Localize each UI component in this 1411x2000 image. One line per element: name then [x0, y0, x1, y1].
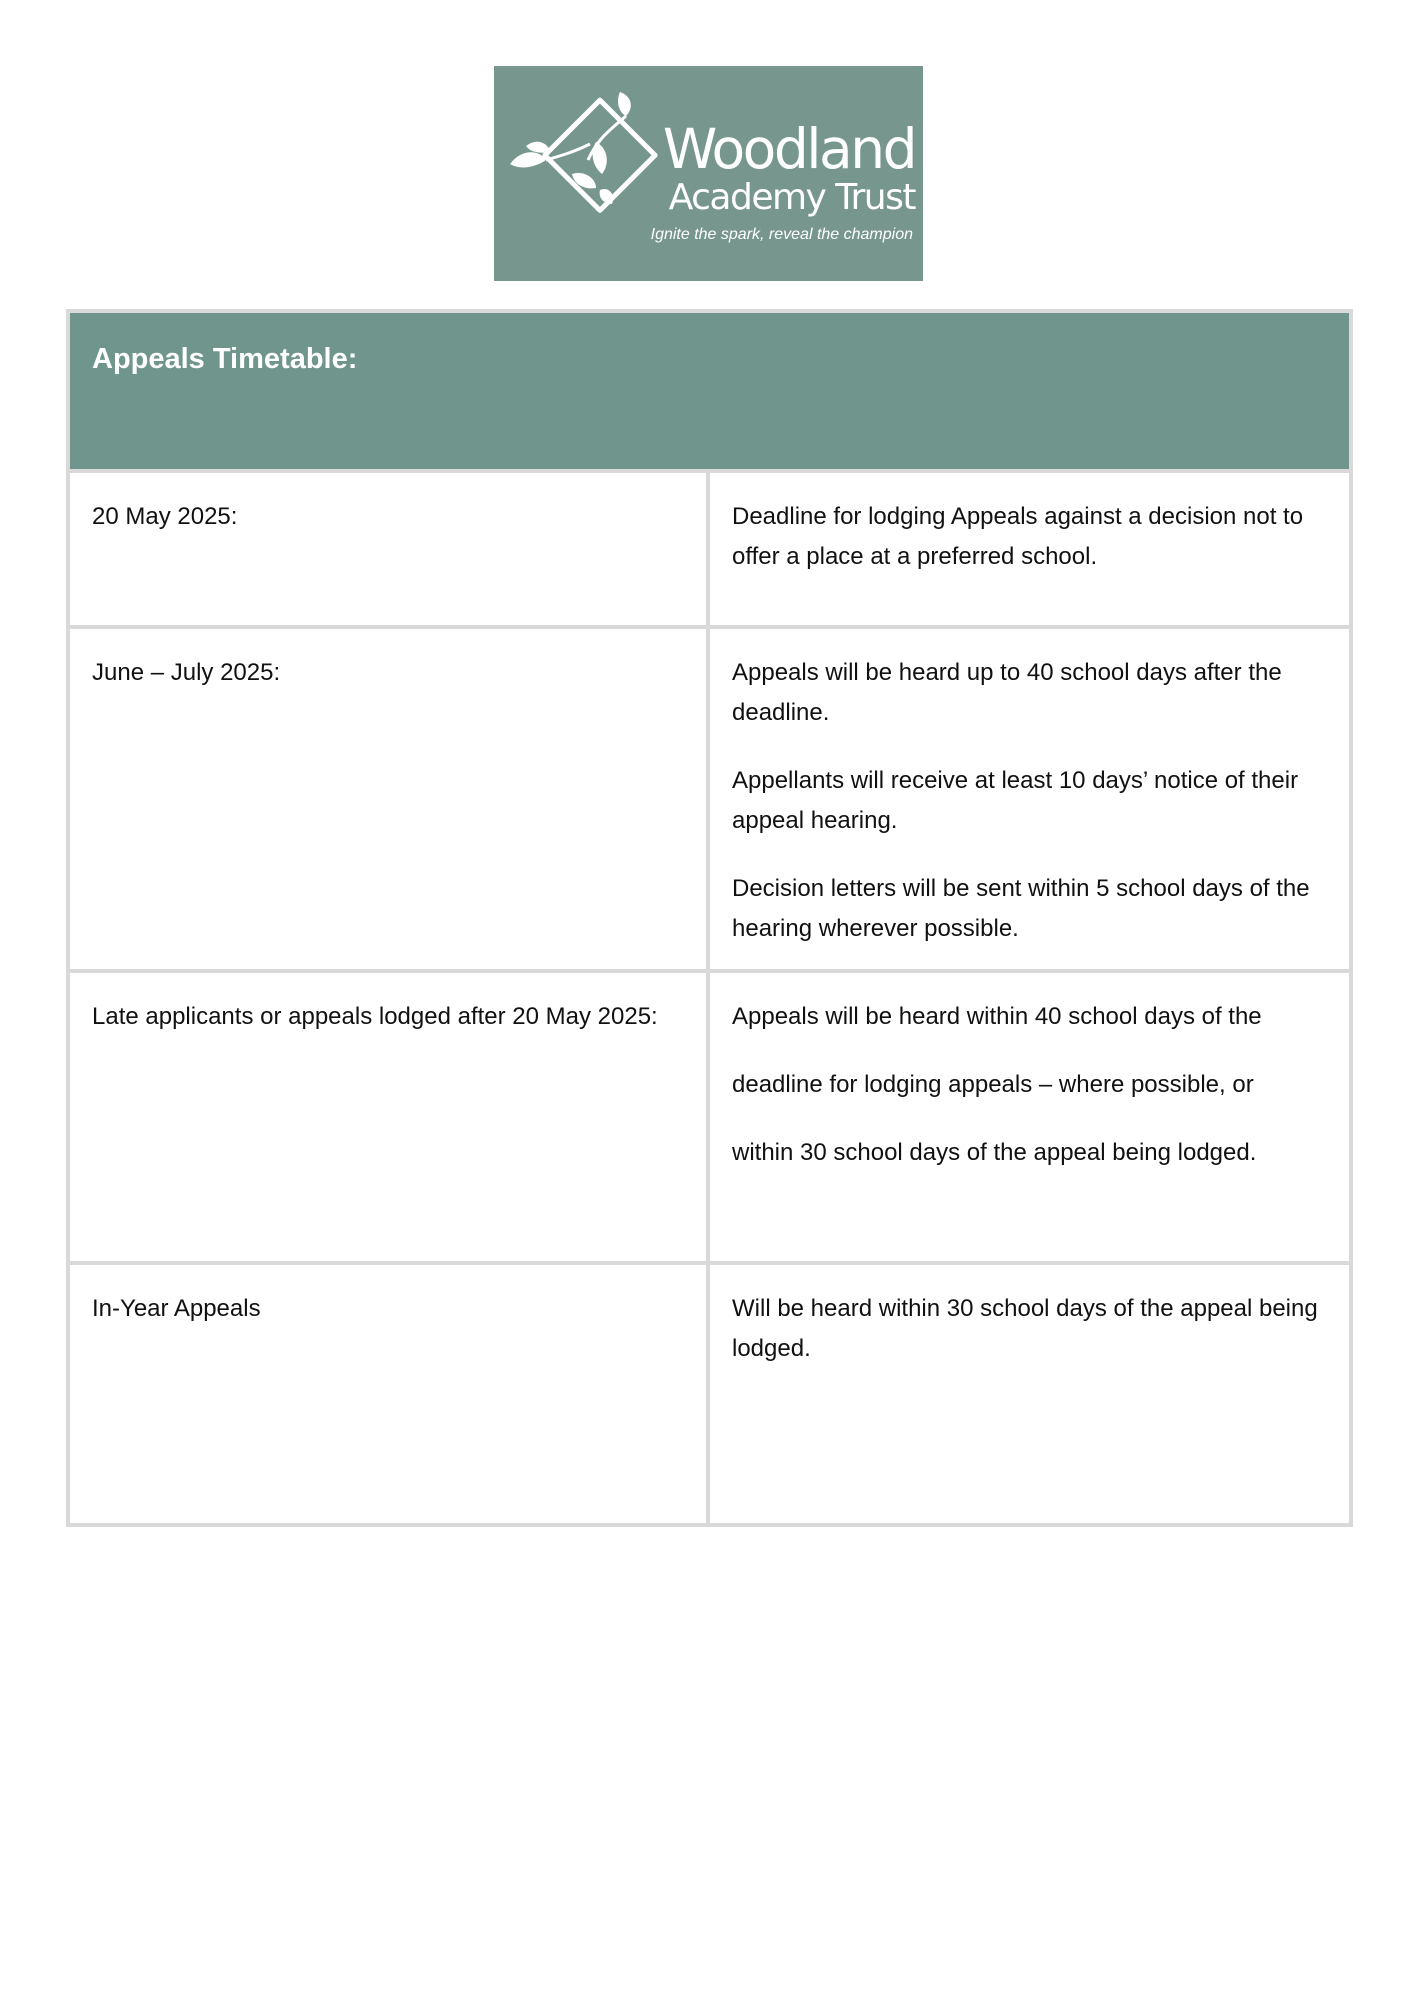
leaf-emblem-icon [500, 90, 670, 230]
date-cell [68, 471, 708, 627]
detail-cell [708, 627, 1351, 971]
logo-name-line2: Academy Trust [668, 177, 915, 218]
date-cell [68, 627, 708, 971]
table-row [68, 627, 1351, 971]
table-row [68, 971, 1351, 1263]
row-label: Late applicants or appeals lodged after 20 May 2025: [92, 1003, 658, 1030]
table-row [68, 471, 1351, 627]
row-detail: Decision letters will be sent within 5 school days of the hearing wherever possible. [732, 875, 1310, 942]
row-label: In-Year Appeals [92, 1295, 261, 1322]
row-detail: Appeals will be heard up to 40 school days after the deadline. [732, 659, 1282, 726]
logo-name-line1: Woodland [662, 117, 915, 181]
row-detail: Appeals will be heard within 40 school days of the [732, 1003, 1262, 1030]
trust-logo [494, 66, 923, 281]
appeals-timetable [66, 309, 1353, 1527]
date-cell [68, 971, 708, 1263]
table-row [68, 1263, 1351, 1525]
detail-cell [708, 971, 1351, 1263]
detail-cell [708, 1263, 1351, 1525]
row-label: 20 May 2025: [92, 503, 238, 530]
logo-tagline: Ignite the spark, reveal the champion [650, 226, 913, 243]
timetable-title: Appeals Timetable: [92, 343, 358, 375]
timetable-header [68, 311, 1351, 471]
row-detail: within 30 school days of the appeal being lodged. [732, 1139, 1257, 1166]
row-detail: Appellants will receive at least 10 days’ notice of their appeal hearing. [732, 767, 1299, 834]
row-detail: Will be heard within 30 school days of the appeal being lodged. [732, 1295, 1318, 1362]
date-cell [68, 1263, 708, 1525]
row-detail: deadline for lodging appeals – where possible, or [732, 1071, 1254, 1098]
row-label: June – July 2025: [92, 659, 281, 686]
detail-cell [708, 471, 1351, 627]
row-detail: Deadline for lodging Appeals against a decision not to offer a place at a preferred school. [732, 503, 1304, 570]
